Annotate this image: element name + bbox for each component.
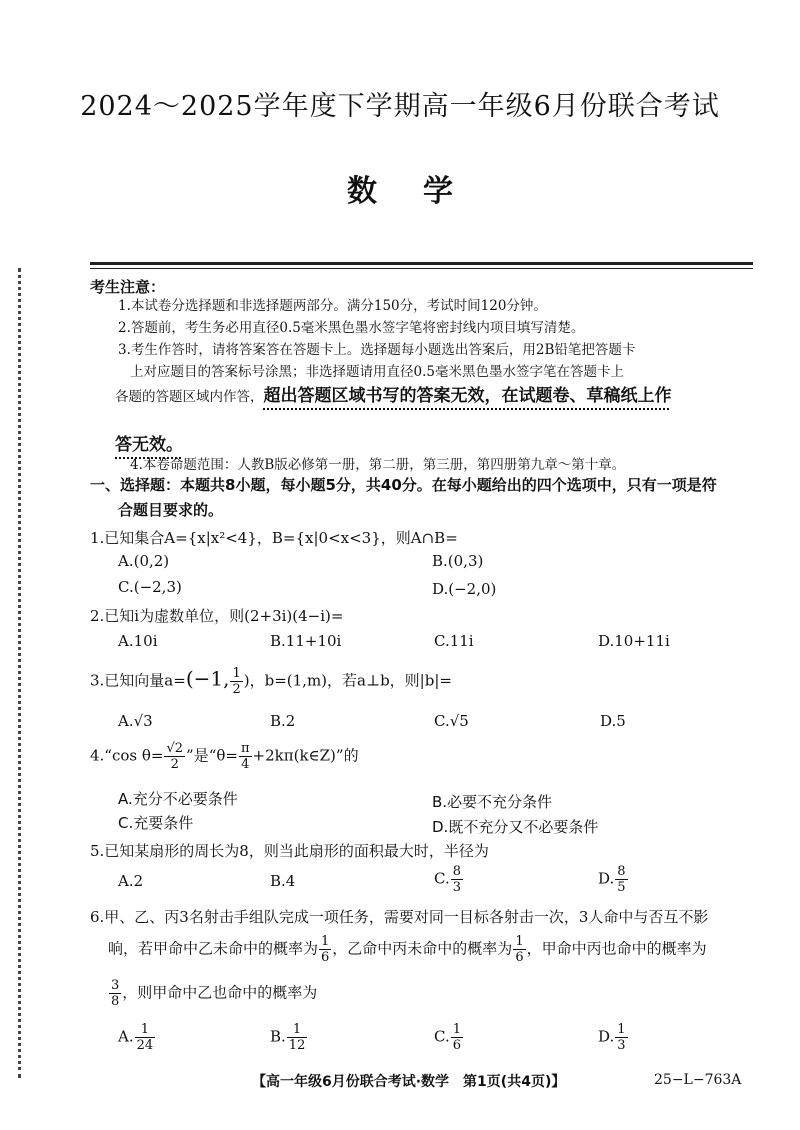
fraction-numerator: 8 [452, 864, 461, 879]
fraction-denominator: 2 [170, 757, 179, 772]
fraction-denominator: 24 [136, 1038, 154, 1053]
question-6-fraction-3 [109, 978, 121, 1009]
section-1-line-2: 合题目要求的。 [118, 501, 224, 519]
fraction-denominator: 3 [452, 880, 461, 895]
question-5-option-c [434, 864, 464, 895]
notice-item-2: 2.答题前，考生务必用直径0.5毫米黑色墨水签字笔将密封线内项目填写清楚。 [118, 320, 585, 336]
question-4-stem-part-b: ”是“θ= [186, 746, 238, 765]
option-prefix: C. [434, 1027, 450, 1046]
question-6-fraction-1 [319, 934, 331, 965]
question-4-stem-part-a: 4.“cos θ= [90, 746, 164, 765]
fraction-denominator: 2 [232, 682, 241, 697]
page-footer: 【高一年级6月份联合考试·数学 第1页(共4页)】 [252, 1074, 566, 1090]
question-1-option-c: C.(−2,3) [118, 578, 182, 596]
question-6-line-1: 6.甲、乙、丙3名射击手组队完成一项任务，需要对同一目标各射击一次，3人命中与否互不影 [90, 908, 709, 926]
fraction-denominator: 12 [288, 1038, 306, 1053]
fraction-denominator: 3 [617, 1038, 626, 1053]
question-5-option-a: A.2 [118, 872, 144, 890]
question-3-fraction [230, 666, 242, 697]
question-4-stem-part-c: +2kπ(k∈Z)”的 [252, 746, 359, 765]
question-6-option-b [270, 1022, 308, 1053]
question-2-option-c: C.11i [434, 632, 474, 650]
question-1-option-d: D.(−2,0) [432, 580, 497, 598]
fraction-numerator: 8 [617, 864, 626, 879]
question-3-stem-part-b: (−1, [185, 666, 230, 691]
notice-item-1: 1.本试卷分选择题和非选择题两部分。满分150分，考试时间120分钟。 [118, 298, 547, 314]
question-5-option-d [598, 864, 629, 895]
question-6-line-2 [108, 934, 707, 965]
question-1-option-b: B.(0,3) [432, 552, 484, 570]
question-5-option-b: B.4 [270, 872, 296, 890]
question-6-option-c [434, 1022, 464, 1053]
fraction-numerator: 1 [452, 1022, 461, 1037]
question-4-option-c: C.充要条件 [118, 814, 194, 832]
question-6-line-2-part-a: 响，若甲命中乙未命中的概率为 [108, 939, 319, 958]
question-3-option-a: A.√3 [118, 712, 153, 730]
question-6-option-d-fraction [615, 1022, 627, 1053]
question-2-option-b: B.11+10i [270, 632, 342, 650]
notice-item-3-line-3 [115, 386, 672, 407]
fraction-denominator: 6 [515, 950, 524, 965]
question-6-option-b-fraction [287, 1022, 308, 1053]
exam-title: 2024～2025学年度下学期高一年级6月份联合考试 [80, 91, 720, 122]
section-1-line-1: 一、选择题：本题共8小题，每小题5分，共40分。在每小题给出的四个选项中，只有一项是符 [90, 476, 717, 494]
fraction-numerator: 1 [321, 934, 330, 949]
fraction-numerator: 1 [617, 1022, 626, 1037]
fraction-numerator: √2 [166, 741, 184, 756]
notice-item-3-plain: 各题的答题区域内作答， [115, 389, 264, 405]
question-2-option-a: A.10i [118, 632, 158, 650]
question-4-option-b: B.必要不充分条件 [432, 793, 553, 811]
question-4-option-a: A.充分不必要条件 [118, 790, 238, 808]
fraction-numerator: 1 [515, 934, 524, 949]
question-6-option-c-fraction [451, 1022, 463, 1053]
notice-item-4: 4.本卷命题范围：人教B版必修第一册，第二册，第三册，第四册第九章～第十章。 [130, 457, 626, 473]
option-prefix: C. [434, 869, 450, 888]
question-4-fraction-2 [239, 741, 252, 772]
question-4-stem [90, 741, 359, 772]
question-5-option-c-fraction [451, 864, 463, 895]
option-prefix: D. [598, 869, 615, 888]
question-6-line-2-part-c: ，甲命中丙也命中的概率为 [526, 939, 707, 958]
question-3-option-d: D.5 [600, 712, 626, 730]
question-2-option-d: D.10+11i [598, 632, 670, 650]
subject-title: 数学 [347, 174, 499, 209]
fraction-numerator: 3 [111, 978, 120, 993]
fraction-denominator: 6 [321, 950, 330, 965]
question-4-option-d: D.既不充分又不必要条件 [432, 818, 599, 836]
question-6-option-a [118, 1022, 156, 1053]
fraction-denominator: 4 [241, 757, 250, 772]
notice-item-3-emphasis-end: 答无效。 [115, 435, 183, 455]
question-5-stem: 5.已知某扇形的周长为8，则当此扇形的面积最大时，半径为 [90, 842, 489, 860]
fraction-denominator: 5 [617, 880, 626, 895]
question-6-line-2-part-b: ，乙命中丙未命中的概率为 [332, 939, 513, 958]
paper-code: 25−L−763A [654, 1072, 742, 1088]
question-5-option-d-fraction [615, 864, 627, 895]
fraction-numerator: 1 [287, 1022, 308, 1038]
notice-item-3-emphasis: 超出答题区域书写的答案无效，在试题卷、草稿纸上作 [263, 386, 672, 406]
question-6-fraction-2 [513, 934, 525, 965]
question-3-option-c: C.√5 [434, 712, 469, 730]
question-3-stem [90, 666, 452, 697]
question-3-stem-part-a: 3.已知向量a= [90, 671, 186, 690]
fraction-denominator: 6 [452, 1038, 461, 1053]
notice-item-3-line-2: 上对应题目的答案标号涂黑；非选择题请用直径0.5毫米黑色墨水签字笔在答题卡上 [130, 364, 624, 380]
question-3-option-b: B.2 [270, 712, 296, 730]
option-prefix: B. [270, 1027, 286, 1046]
notice-item-3-line-1: 3.考生作答时，请将答案答在答题卡上。选择题每小题选出答案后，用2B铅笔把答题卡 [118, 342, 636, 358]
question-6-line-3-part-b: ，则甲命中乙也命中的概率为 [122, 983, 318, 1002]
fraction-numerator: 1 [232, 666, 241, 681]
question-1-option-a: A.(0,2) [118, 552, 170, 570]
fraction-numerator: π [240, 741, 250, 756]
question-1-stem: 1.已知集合A={x|x²<4}，B={x|0<x<3}，则A∩B= [90, 529, 458, 547]
option-prefix: A. [118, 1027, 134, 1046]
header-rule-thick [90, 262, 753, 265]
option-prefix: D. [598, 1027, 615, 1046]
notice-heading: 考生注意： [90, 278, 166, 296]
header-rule-thin [90, 268, 753, 269]
question-6-option-d [598, 1022, 629, 1053]
fraction-numerator: 1 [135, 1022, 156, 1038]
binding-dotted-line [18, 268, 25, 1078]
question-3-stem-part-c: )，b=(1,m)，若a⊥b，则|b|= [243, 671, 452, 690]
question-6-line-3 [108, 978, 317, 1009]
question-4-fraction-1 [164, 741, 185, 772]
question-2-stem: 2.已知i为虚数单位，则(2+3i)(4−i)= [90, 607, 344, 625]
question-6-option-a-fraction [135, 1022, 156, 1053]
fraction-denominator: 8 [111, 994, 120, 1009]
